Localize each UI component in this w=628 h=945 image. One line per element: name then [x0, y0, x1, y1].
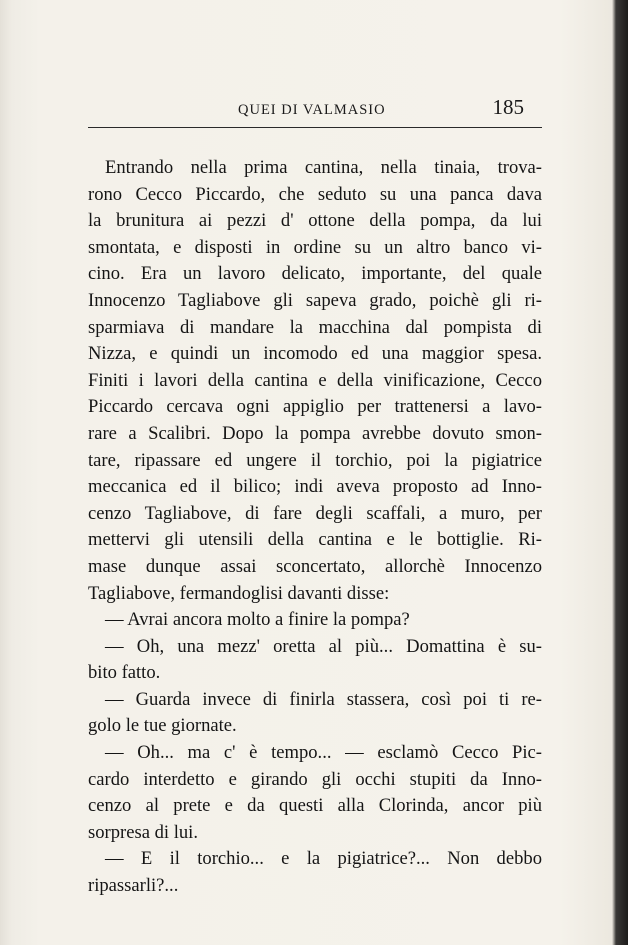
dialogue-line: — E il torchio... e la pigiatrice?... Non debbo	[105, 848, 542, 870]
text-line: sorpresa di lui.	[88, 821, 198, 843]
text-line: Entrando nella prima cantina, nella tinaia, trova-	[105, 157, 542, 178]
text-line: tare, ripassare ed ungere il torchio, poi la pigiatrice	[88, 449, 542, 471]
dialogue-line: — Oh... ma c' è tempo... — esclamò Cecco Pic-	[105, 742, 542, 764]
text-line: la brunitura ai pezzi d' ottone della pompa, da lui	[88, 210, 542, 232]
text-line: sparmiava di mandare la macchina dal pompista di	[88, 316, 542, 338]
text-line: Innocenzo Tagliabove gli sapeva grado, poichè gli ri-	[88, 289, 542, 311]
dialogue-line: — Guarda invece di finirla stassera, così poi ti re-	[105, 688, 542, 710]
text-line: mase dunque assai sconcertato, allorchè Innocenzo	[88, 555, 542, 577]
text-line: Tagliabove, fermandoglisi davanti disse:	[88, 582, 390, 604]
body-text	[88, 155, 542, 900]
dialogue-line: — Oh, una mezz' oretta al più... Domattina è su-	[105, 635, 542, 657]
text-line: smontata, e disposti in ordine su un altro banco vi-	[88, 236, 542, 258]
text-line: cino. Era un lavoro delicato, importante, del quale	[88, 263, 542, 285]
text-line: Nizza, e quindi un incomodo ed una maggior spesa.	[88, 343, 542, 365]
text-line: Finiti i lavori della cantina e della vinificazione, Cecco	[88, 369, 542, 391]
text-line: meccanica ed il bilico; indi aveva proposto ad Inno-	[88, 476, 542, 498]
text-line: cardo interdetto e girando gli occhi stupiti da Inno-	[88, 768, 542, 790]
text-line: bito fatto.	[88, 662, 161, 684]
dialogue-line: — Avrai ancora molto a finire la pompa?	[105, 609, 410, 631]
text-line: golo le tue giornate.	[88, 715, 237, 737]
header-rule	[88, 127, 542, 128]
text-line: mettervi gli utensili della cantina e le bottiglie. Ri-	[88, 529, 542, 551]
page-number: 185	[492, 95, 524, 119]
text-line: Piccardo cercava ogni appiglio per trattenersi a lavo-	[88, 396, 542, 418]
text-line: cenzo Tagliabove, di fare degli scaffali, a muro, per	[88, 502, 542, 524]
text-line: ripassarli?...	[88, 875, 179, 897]
text-line: rono Cecco Piccardo, che seduto su una panca dava	[88, 183, 542, 205]
text-line: cenzo al prete e da questi alla Clorinda, ancor più	[88, 795, 542, 817]
page-header	[88, 92, 542, 122]
text-line: rare a Scalibri. Dopo la pompa avrebbe dovuto smon-	[88, 422, 542, 444]
running-title: QUEI DI VALMASIO	[238, 102, 386, 118]
